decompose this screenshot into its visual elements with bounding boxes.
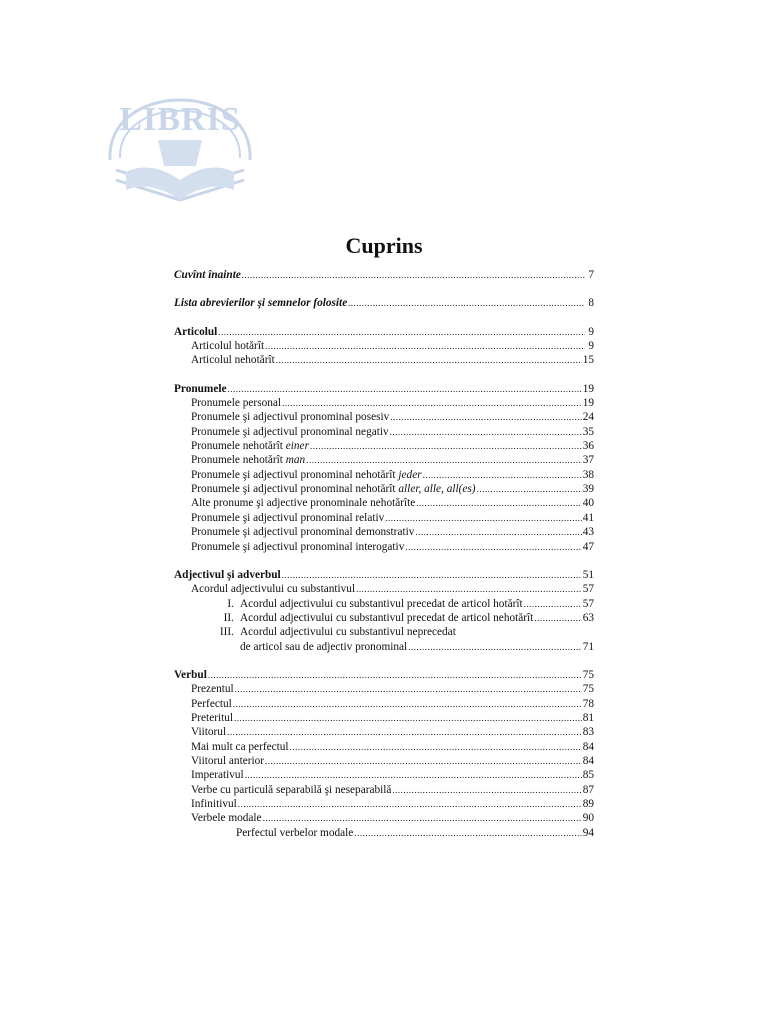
toc-page-number: 47	[582, 540, 594, 553]
toc-page-number: 19	[582, 397, 594, 410]
toc-page-number: 9	[588, 340, 594, 353]
toc-dot-leader	[233, 697, 582, 711]
toc-page-number: 94	[582, 826, 594, 839]
toc-entry-label: Perfectul	[191, 697, 232, 710]
toc-dot-leader	[276, 353, 582, 367]
toc-page-number: 84	[582, 740, 594, 753]
toc-entry-number: I.	[227, 597, 234, 610]
toc-entry-number: III.	[219, 626, 234, 639]
toc-dot-leader	[218, 325, 585, 339]
toc-entry-label: Pronumele	[174, 382, 227, 395]
toc-chapter-entry	[174, 268, 594, 282]
watermark-text: LIBRIS	[119, 101, 241, 138]
section-gap	[174, 311, 594, 325]
toc-entry	[174, 540, 594, 554]
toc-entry-label: Adjectivul şi adverbul	[174, 568, 281, 581]
toc-entry	[174, 525, 594, 539]
toc-entry-label: Articolul hotărît	[191, 340, 265, 353]
toc-entry-label: Pronumele şi adjectivul pronominal interogativ	[191, 540, 405, 553]
toc-entry-italic-term: jeder	[398, 468, 422, 481]
toc-entry	[174, 482, 594, 496]
toc-entry-number: II.	[223, 611, 234, 624]
toc-entry	[174, 711, 594, 725]
toc-entry-label: Pronumele nehotărît man	[191, 454, 306, 467]
toc-page-number: 9	[588, 325, 594, 338]
toc-entry-label: Alte pronume şi adjective pronominale nehotărîte	[191, 497, 416, 510]
toc-page-number: 51	[582, 568, 594, 581]
toc-dot-leader	[416, 496, 581, 510]
toc-entry-label: Acordul adjectivului cu substantivul	[191, 583, 356, 596]
toc-entry-label: Verbul	[174, 668, 207, 681]
toc-page-number: 87	[582, 783, 594, 796]
toc-entry-label: Pronumele şi adjectivul pronominal negativ	[191, 425, 389, 438]
toc-entry	[174, 468, 594, 482]
toc-chapter-entry	[174, 668, 594, 682]
toc-page-number: 8	[588, 297, 594, 310]
toc-entry	[174, 625, 594, 639]
toc-dot-leader	[263, 811, 582, 825]
toc-entry	[174, 496, 594, 510]
toc-dot-leader	[234, 711, 582, 725]
toc-entry-label: Lista abrevierilor şi semnelor folosite	[174, 297, 348, 310]
section-gap	[174, 654, 594, 668]
toc-entry-label: Pronumele nehotărît einer	[191, 440, 309, 453]
toc-dot-leader	[238, 797, 582, 811]
toc-entry-italic-term: man	[285, 454, 306, 467]
toc-entry-label: II. Acordul adjectivului cu substantivul precedat de articol nehotărît	[214, 611, 533, 625]
toc-page-number: 24	[582, 411, 594, 424]
toc-page-number: 39	[582, 483, 594, 496]
toc-entry-label: Cuvînt înainte	[174, 269, 241, 281]
toc-entry-label: Infinitivul	[191, 798, 237, 810]
toc-entry-label: Mai mult ca perfectul	[191, 740, 289, 753]
toc-entry	[174, 611, 594, 625]
toc-entry-label: Perfectul verbelor modale	[236, 826, 354, 839]
toc-entry-label: Verbele modale	[191, 812, 262, 825]
toc-dot-leader	[390, 425, 582, 439]
toc-entry	[174, 826, 594, 840]
toc-dot-leader	[415, 525, 581, 539]
toc-entry-label: I. Acordul adjectivului cu substantivul precedat de articol hotărît	[214, 597, 523, 611]
toc-page-number: 38	[582, 468, 594, 481]
toc-dot-leader	[390, 410, 581, 424]
toc-page-number: 37	[582, 454, 594, 467]
toc-page-number: 84	[582, 754, 594, 767]
toc-entry-label: Pronumele şi adjectivul pronominal nehotărît jeder	[191, 468, 422, 481]
toc-page-number: 71	[582, 640, 594, 653]
toc-dot-leader	[408, 640, 582, 654]
toc-page-number: 89	[582, 798, 594, 810]
toc-dot-leader	[356, 582, 582, 596]
toc-chapter-entry	[174, 325, 594, 339]
toc-page-number: 90	[582, 812, 594, 825]
toc-entry	[174, 439, 594, 453]
toc-entry	[174, 740, 594, 754]
toc-page-number: 35	[582, 425, 594, 438]
toc-page-number: 40	[582, 497, 594, 510]
toc-entry-label: III. Acordul adjectivului cu substantivul neprecedat	[214, 625, 456, 639]
toc-page-number: 36	[582, 440, 594, 453]
toc-entry-italic-term: aller, alle, all(es)	[398, 483, 476, 496]
toc-entry-label: Viitorul anterior	[191, 754, 265, 767]
toc-entry-label: Pronumele şi adjectivul pronominal posesiv	[191, 411, 390, 424]
toc-dot-leader	[392, 783, 581, 797]
toc-page-number: 15	[582, 354, 594, 367]
section-gap	[174, 368, 594, 382]
toc-entry	[174, 339, 594, 353]
table-of-contents	[174, 268, 594, 840]
toc-dot-leader	[306, 453, 581, 467]
toc-page-number: 83	[582, 726, 594, 739]
toc-entry	[174, 754, 594, 768]
toc-dot-leader	[245, 768, 582, 782]
toc-dot-leader	[265, 339, 585, 353]
toc-entry-label: Preteritul	[191, 711, 234, 724]
toc-entry	[174, 511, 594, 525]
toc-dot-leader	[235, 682, 582, 696]
toc-dot-leader	[354, 826, 581, 840]
toc-dot-leader	[282, 396, 582, 410]
toc-entry	[174, 811, 594, 825]
toc-entry-label: Imperativul	[191, 769, 244, 782]
toc-entry	[174, 697, 594, 711]
toc-entry	[174, 597, 594, 611]
toc-entry-label: de articol sau de adjectiv pronominal	[240, 640, 408, 653]
toc-entry	[174, 396, 594, 410]
toc-entry-label: Pronumele şi adjectivul pronominal demonstrativ	[191, 526, 415, 539]
toc-dot-leader	[290, 740, 582, 754]
toc-page-number: 19	[582, 382, 594, 395]
toc-entry	[174, 353, 594, 367]
toc-entry-label: Articolul nehotărît	[191, 354, 275, 367]
toc-entry	[174, 640, 594, 654]
toc-dot-leader	[282, 568, 582, 582]
toc-entry-label: Verbe cu particulă separabilă şi neseparabilă	[191, 783, 392, 796]
toc-dot-leader	[405, 540, 581, 554]
toc-entry	[174, 725, 594, 739]
toc-entry	[174, 768, 594, 782]
toc-entry	[174, 797, 594, 811]
toc-dot-leader	[534, 611, 581, 625]
toc-dot-leader	[423, 468, 582, 482]
toc-dot-leader	[385, 511, 581, 525]
toc-dot-leader	[208, 668, 582, 682]
toc-entry-label: Articolul	[174, 325, 218, 338]
toc-entry	[174, 410, 594, 424]
toc-entry	[174, 425, 594, 439]
toc-dot-leader	[310, 439, 582, 453]
toc-page-number: 43	[582, 526, 594, 539]
toc-entry-label: Pronumele şi adjectivul pronominal relativ	[191, 511, 385, 524]
toc-dot-leader	[348, 296, 585, 310]
toc-entry	[174, 682, 594, 696]
toc-chapter-entry	[174, 568, 594, 582]
toc-page-number: 7	[588, 269, 594, 281]
toc-dot-leader	[477, 482, 582, 496]
toc-entry-italic-term: einer	[285, 440, 309, 453]
toc-entry-label: Pronumele şi adjectivul pronominal nehotărît aller, alle, all(es)	[191, 483, 476, 496]
toc-dot-leader	[242, 268, 585, 282]
toc-page-number: 41	[582, 511, 594, 524]
toc-entry	[174, 453, 594, 467]
toc-page-number: 57	[582, 597, 594, 610]
section-gap	[174, 282, 594, 296]
toc-chapter-entry	[174, 382, 594, 396]
toc-dot-leader	[265, 754, 582, 768]
toc-entry-label: Pronumele personal	[191, 397, 282, 410]
toc-entry	[174, 582, 594, 596]
section-gap	[174, 554, 594, 568]
toc-entry-label: Prezentul	[191, 683, 234, 696]
toc-page-number: 75	[582, 683, 594, 696]
page-title: Cuprins	[345, 233, 423, 258]
toc-dot-leader	[524, 597, 582, 611]
toc-entry-label: Viitorul	[191, 726, 227, 739]
libris-watermark-logo	[96, 40, 264, 210]
toc-page-number: 85	[582, 769, 594, 782]
toc-dot-leader	[227, 725, 582, 739]
toc-entry	[174, 783, 594, 797]
toc-chapter-entry	[174, 296, 594, 310]
toc-page-number: 63	[582, 611, 594, 624]
toc-page-number: 78	[582, 697, 594, 710]
toc-page-number: 81	[582, 711, 594, 724]
toc-dot-leader	[228, 382, 582, 396]
toc-page-number: 57	[582, 583, 594, 596]
toc-page-number: 75	[582, 668, 594, 681]
